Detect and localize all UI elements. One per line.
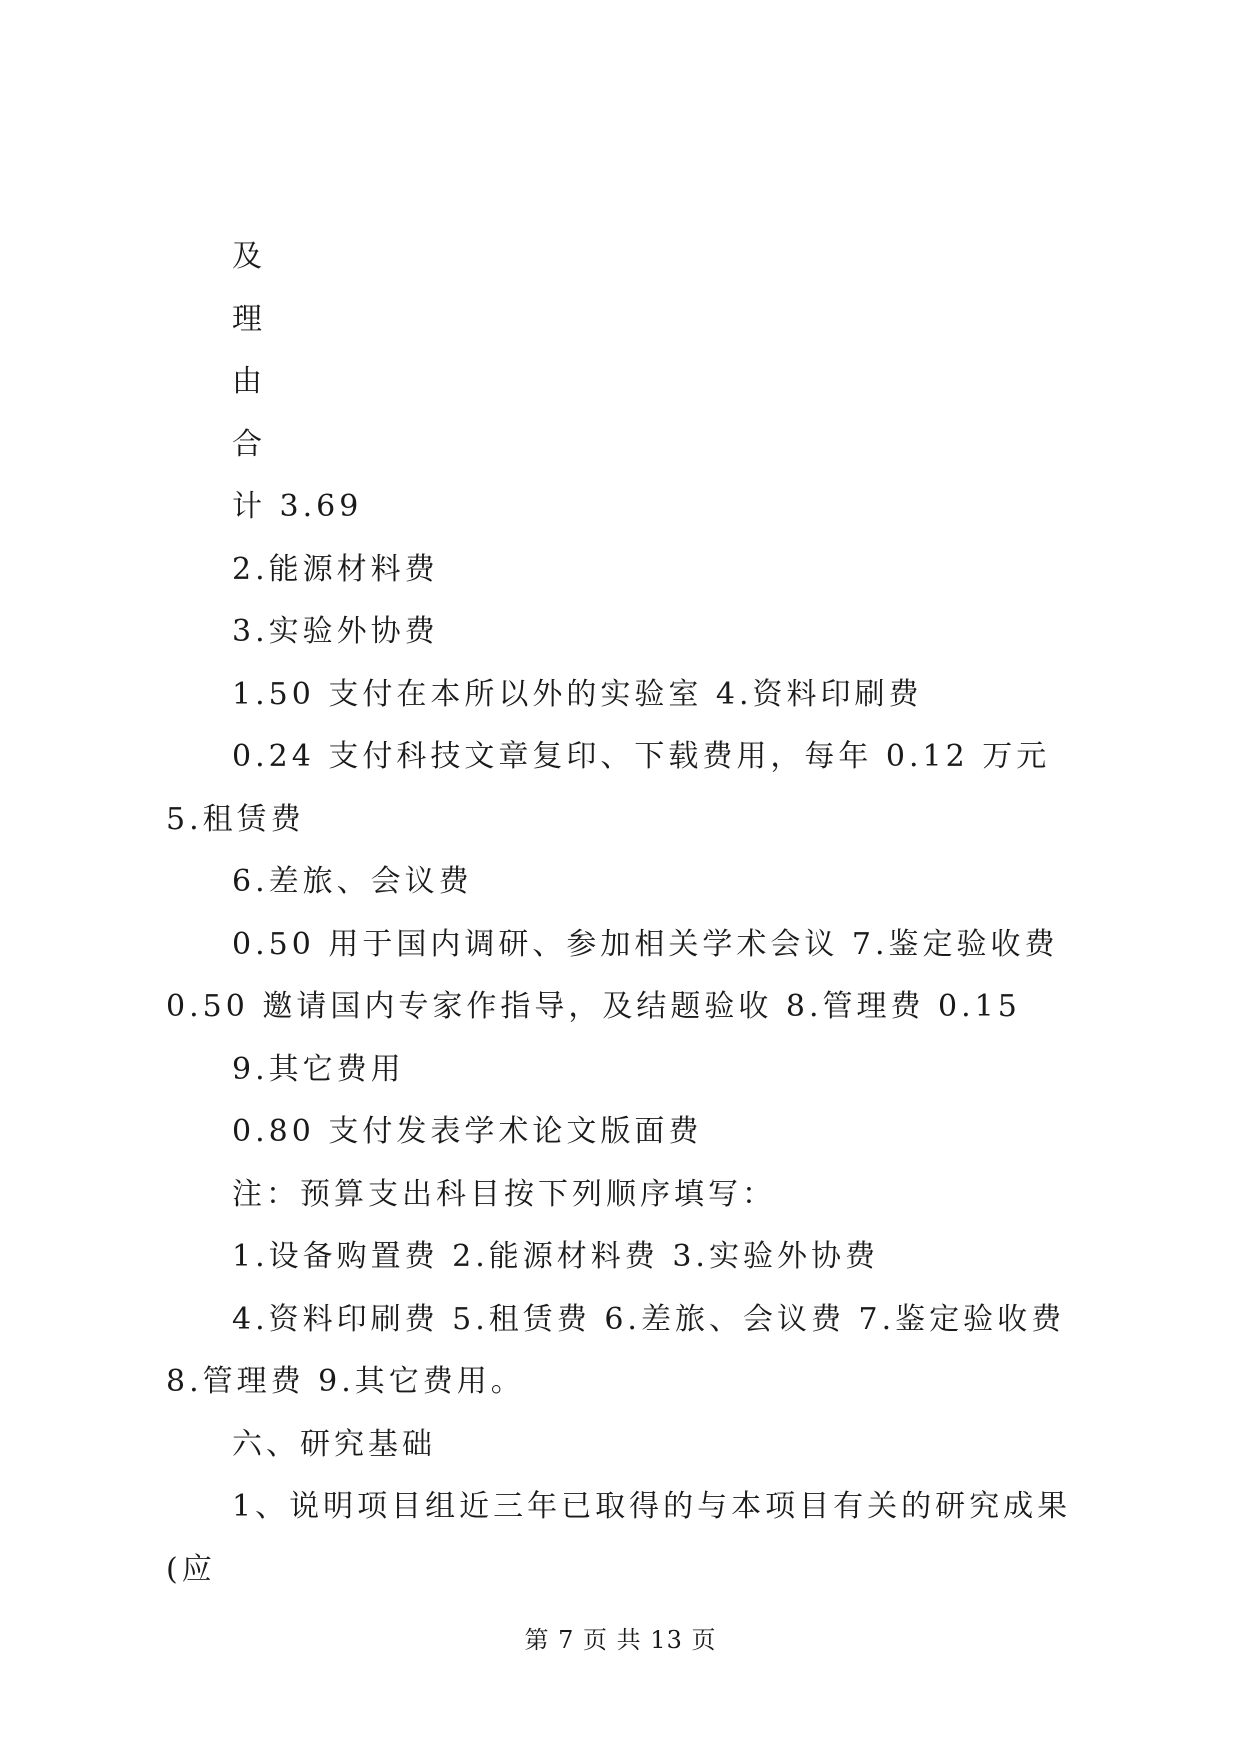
paragraph: 6.差旅、会议费 bbox=[232, 864, 473, 899]
paragraph: 1、说明项目组近三年已取得的与本项目有关的研究成果(应 bbox=[166, 1489, 1072, 1587]
paragraph: 0.50 用于国内调研、参加相关学术会议 7.鉴定验收费 0.50 邀请国内专家作指导，及结题验收 8.管理费 0.15 bbox=[166, 926, 1059, 1024]
paragraph: 1.设备购置费 2.能源材料费 3.实验外协费 bbox=[232, 1239, 879, 1274]
page-number-footer: 第 7 页 共 13 页 bbox=[524, 1626, 717, 1654]
paragraph: 注：预算支出科目按下列顺序填写： bbox=[232, 1176, 776, 1212]
document-body bbox=[166, 226, 1086, 1601]
paragraph: 六、研究基础 bbox=[232, 1426, 436, 1462]
paragraph: 4.资料印刷费 5.租赁费 6.差旅、会议费 7.鉴定验收费 8.管理费 9.其它费用。 bbox=[166, 1301, 1066, 1399]
paragraph: 9.其它费用 bbox=[232, 1051, 405, 1087]
paragraph: 0.24 支付科技文章复印、下载费用，每年 0.12 万元 5.租赁费 bbox=[166, 739, 1051, 837]
paragraph: 1.50 支付在本所以外的实验室 4.资料印刷费 bbox=[232, 676, 923, 712]
paragraph: 理 bbox=[232, 301, 266, 337]
paragraph: 由 bbox=[232, 364, 266, 399]
paragraph: 3.实验外协费 bbox=[232, 614, 439, 649]
paragraph: 合 bbox=[232, 426, 266, 462]
paragraph: 计 3.69 bbox=[232, 489, 363, 524]
paragraph: 2.能源材料费 bbox=[232, 551, 439, 587]
paragraph: 及 bbox=[232, 239, 266, 274]
paragraph: 0.80 支付发表学术论文版面费 bbox=[232, 1114, 703, 1149]
